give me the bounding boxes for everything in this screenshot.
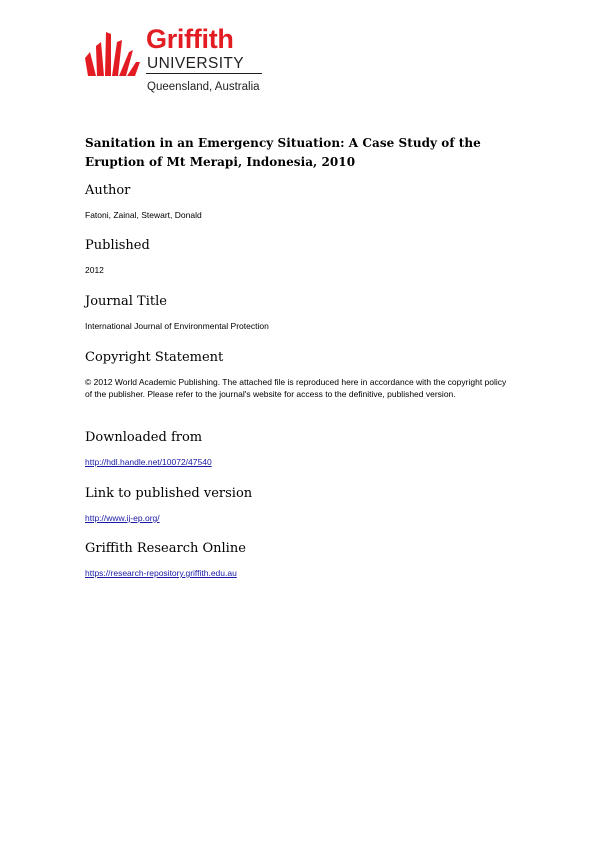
logo-divider: [146, 73, 262, 74]
griffith-logo: [84, 24, 264, 98]
journal-section: [85, 294, 515, 332]
copyright-value: © 2012 World Academic Publishing. The attached file is reproduced here in accordance with the copyright policy of the publisher. Please refer to the journal's website for access to the definitive, published version.: [85, 377, 507, 399]
published-value: 2012: [85, 265, 104, 275]
downloaded-heading: Downloaded from: [85, 430, 203, 445]
journal-heading: Journal Title: [85, 294, 167, 309]
handle-link[interactable]: http://hdl.handle.net/10072/47540: [85, 457, 212, 467]
logo-wordmark: Griffith: [146, 24, 234, 54]
journal-value: International Journal of Environmental Protection: [85, 321, 269, 331]
document-title: Sanitation in an Emergency Situation: A Case Study of the Eruption of Mt Merapi, Indonesia, 2010: [85, 136, 481, 169]
griffith-flame-icon: [84, 30, 140, 76]
author-heading: Author: [85, 183, 131, 198]
author-section: [85, 183, 515, 221]
repository-link[interactable]: https://research-repository.griffith.edu.au: [85, 568, 237, 578]
published-section: [85, 238, 515, 276]
copyright-heading: Copyright Statement: [85, 350, 224, 365]
publisher-link[interactable]: http://www.ij-ep.org/: [85, 513, 160, 523]
published-version-heading: Link to published version: [85, 486, 253, 501]
downloaded-section: [85, 430, 515, 470]
published-version-section: [85, 486, 515, 526]
logo-university: UNIVERSITY: [147, 55, 245, 72]
author-value: Fatoni, Zainal, Stewart, Donald: [85, 210, 202, 220]
published-heading: Published: [85, 238, 150, 253]
research-online-heading: Griffith Research Online: [85, 541, 246, 556]
research-online-section: [85, 541, 515, 581]
copyright-section: [85, 350, 515, 400]
logo-location: Queensland, Australia: [147, 81, 260, 93]
